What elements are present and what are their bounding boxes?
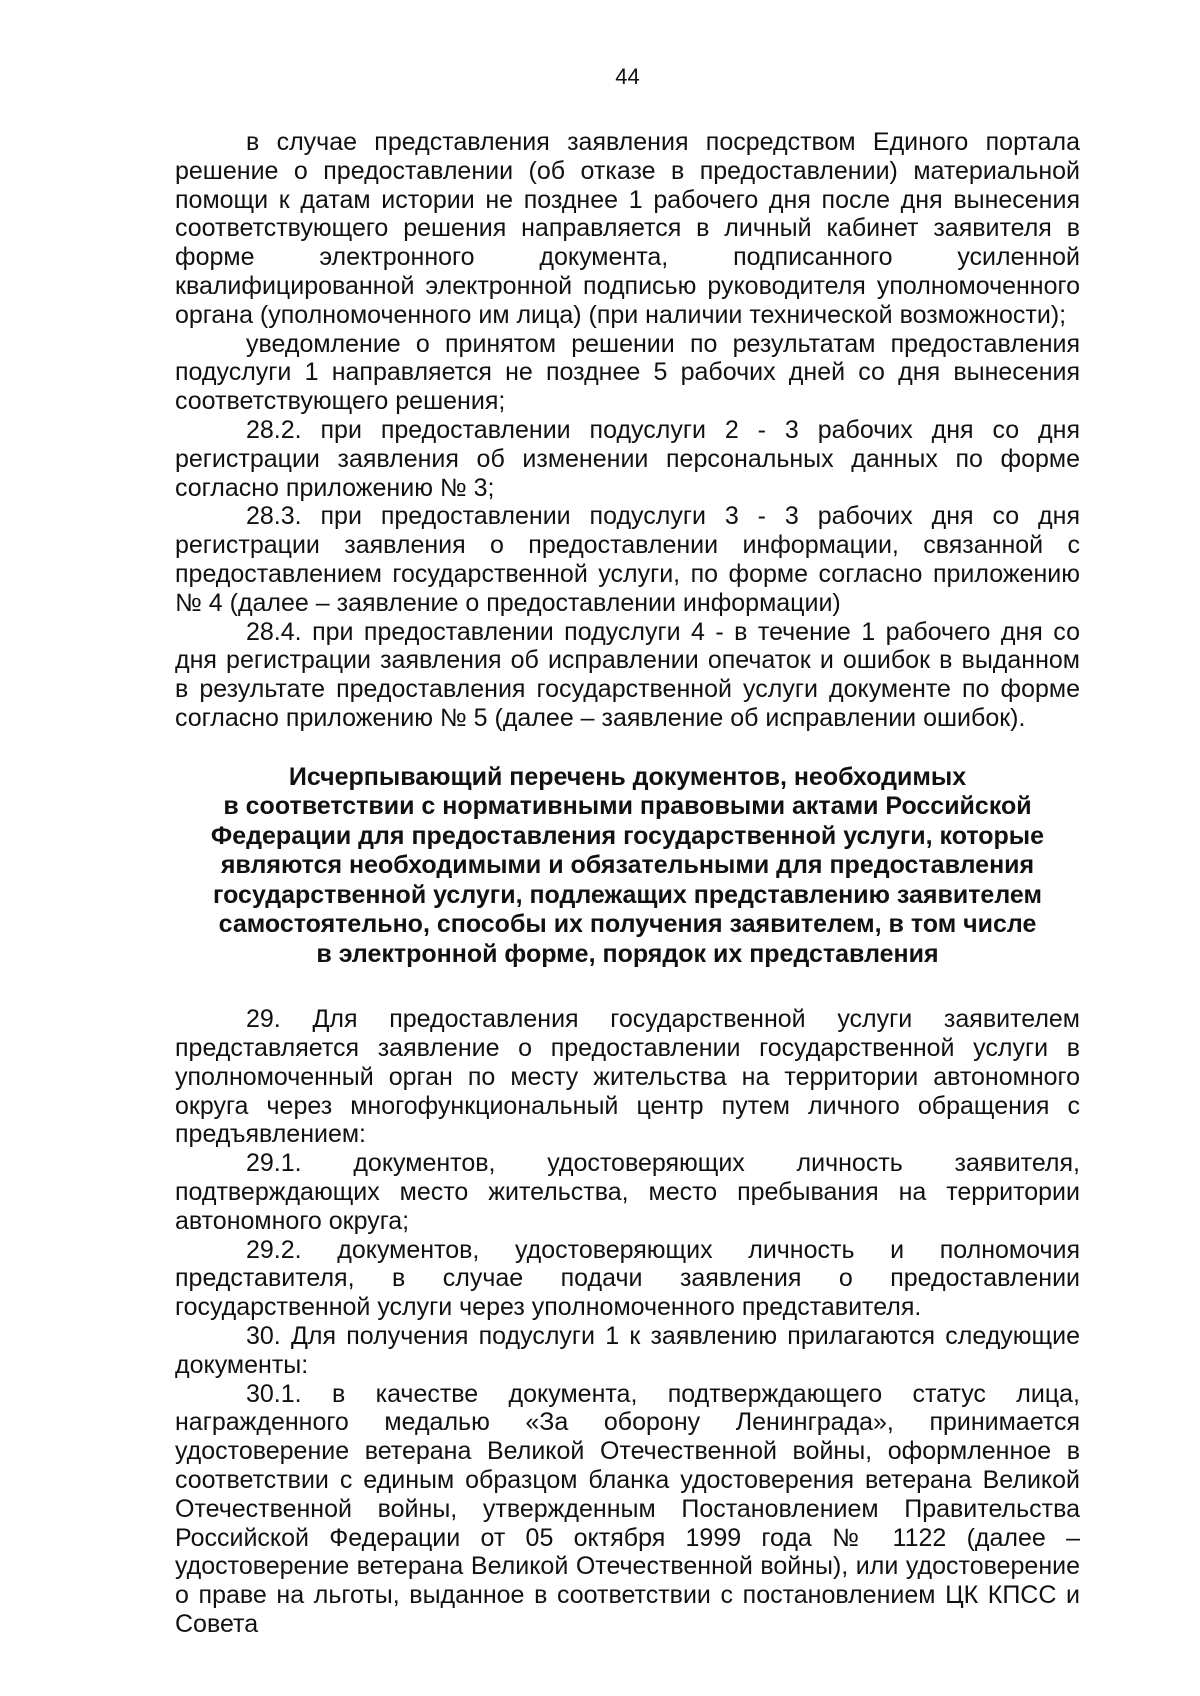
paragraph-30: 30. Для получения подуслуги 1 к заявлению прилагаются следующие документы: <box>175 1322 1080 1379</box>
heading-line: самостоятельно, способы их получения заявителем, в том числе <box>218 910 1037 939</box>
paragraph-29: 29. Для предоставления государственной услуги заявителем представляется заявление о предоставлении государственной услуги в уполномоченный орган по месту жительства на территории автономного округа через многофункциональный центр путем личного обращения с предъявлением: <box>175 1005 1080 1149</box>
heading-line: являются необходимыми и обязательными для предоставления <box>220 851 1035 880</box>
section-top <box>175 128 1080 733</box>
paragraph-portal-decision: в случае представления заявления посредством Единого портала решение о предоставлении (об отказе в предоставлении) материальной помощи к датам истории не позднее 1 рабочего дня после дня вынесения соответствующего решения направляется в личный кабинет заявителя в форме электронного документа, подписанного усиленной квалифицированной электронной подписью руководителя уполномоченного органа (уполномоченного им лица) (при наличии технической возможности); <box>175 128 1080 329</box>
paragraph-29-2: 29.2. документов, удостоверяющих личность и полномочия представителя, в случае подачи заявления о предоставлении государственной услуги через уполномоченного представителя. <box>175 1235 1080 1322</box>
heading-line: в электронной форме, порядок их представления <box>316 939 939 968</box>
heading-line: в соответствии с нормативными правовыми актами Российской <box>223 792 1032 821</box>
paragraph-notification: уведомление о принятом решении по результатам предоставления подуслуги 1 направляется не позднее 5 рабочих дней со дня вынесения соответствующего решения; <box>175 329 1080 416</box>
section-heading <box>175 763 1080 970</box>
paragraph-28-3: 28.3. при предоставлении подуслуги 3 - 3 рабочих дня со дня регистрации заявления о предоставлении информации, связанной с предоставлением государственной услуги, по форме согласно приложению № 4 (далее – заявление о предоставлении информации) <box>175 502 1080 617</box>
paragraph-28-2: 28.2. при предоставлении подуслуги 2 - 3 рабочих дня со дня регистрации заявления об изменении персональных данных по форме согласно приложению № 3; <box>175 415 1080 502</box>
heading-line: Федерации для предоставления государственной услуги, которые <box>210 821 1045 850</box>
paragraph-28-4: 28.4. при предоставлении подуслуги 4 - в течение 1 рабочего дня со дня регистрации заявления об исправлении опечаток и ошибок в выданном в результате предоставления государственной услуги документе по форме согласно приложению № 5 (далее – заявление об исправлении ошибок). <box>175 617 1080 732</box>
page-number: 44 <box>615 64 640 89</box>
heading-line: государственной услуги, подлежащих представлению заявителем <box>213 880 1042 909</box>
section-bottom <box>175 1005 1080 1639</box>
heading-line: Исчерпывающий перечень документов, необходимых <box>288 762 967 791</box>
paragraph-30-1: 30.1. в качестве документа, подтверждающего статус лица, награжденного медалью «За оборону Ленинграда», принимается удостоверение ветерана Великой Отечественной войны, оформленное в соответствии с единым образцом бланка удостоверения ветерана Великой Отечественной войны, утвержденным Постановлением Правительства Российской Федерации от 05 октября 1999 года № 1122 (далее – удостоверение ветерана Великой Отечественной войны), или удостоверение о праве на льготы, выданное в соответствии с постановлением ЦК КПСС и Совета <box>175 1379 1080 1638</box>
paragraph-29-1: 29.1. документов, удостоверяющих личность заявителя, подтверждающих место жительства, место пребывания на территории автономного округа; <box>175 1149 1080 1235</box>
